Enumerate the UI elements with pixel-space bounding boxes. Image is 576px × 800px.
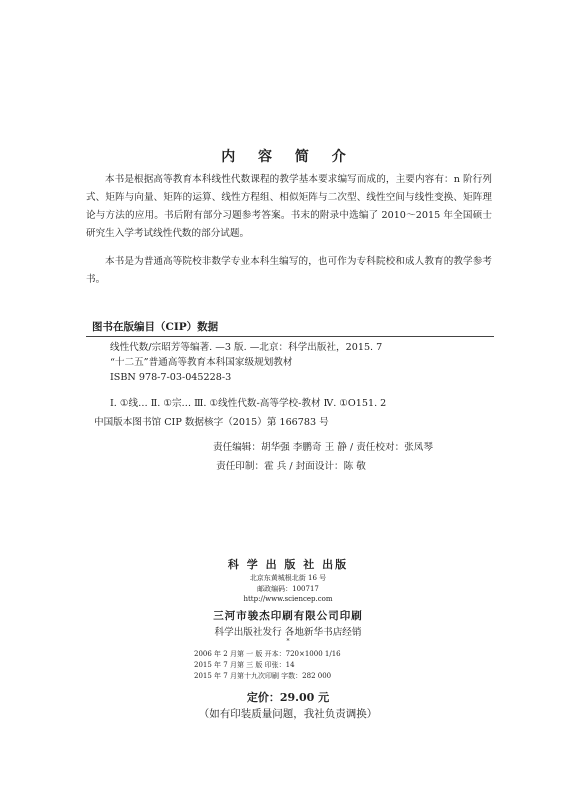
publisher-address: 北京东黄城根北街 16 号 <box>249 574 327 582</box>
publisher-postcode: 邮政编码：100717 <box>257 585 319 593</box>
cip-top-rule <box>86 336 494 337</box>
publisher-name: 科 学 出 版 社 出版 <box>227 558 349 571</box>
page-title: 内 容 简 介 <box>221 149 355 165</box>
cip-line-author: 线性代数/宗昭芳等编著. —3 版. —北京：科学出版社，2015. 7 <box>110 342 383 353</box>
cip-line-series: “十二五”普通高等教育本科国家级规划教材 <box>110 357 293 368</box>
printer-name: 三河市骏杰印刷有限公司印刷 <box>213 610 363 622</box>
edition-row: 2006 年 2 月第 一 版 开本：720×1000 1/16 <box>194 650 341 658</box>
quality-notice: （如有印装质量问题，我社负责调换） <box>198 708 378 720</box>
edition-row: 2015 年 7 月第十九次印刷 字数：282 000 <box>194 672 332 680</box>
intro-paragraph-2: 本书是为普通高等院校非数学专业本科生编写的，也可作为专科院校和成人教育的教学参考书。 <box>86 256 492 285</box>
publisher-website: http://www.sciencep.com <box>243 595 333 603</box>
intro-paragraph-1: 本书是根据高等教育本科线性代数课程的教学基本要求编写而成的，主要内容有：n 阶行列式、矩阵与向量、矩阵的运算、线性方程组、相似矩阵与二次型、线性空间与线性变换、矩阵理论与方法的应用。书后附有部分习题参考答案。书末的附录中选编了 2010～2015 年全国硕士研究生入学考试线性代数的部分试题。 <box>86 174 492 239</box>
edition-info <box>194 649 341 682</box>
distributor: 科学出版社发行 各地新华书店经销 <box>214 627 362 638</box>
cip-classification: Ⅰ. ①线… Ⅱ. ①宗… Ⅲ. ①线性代数-高等学校-教材 Ⅳ. ①O151. 2 <box>110 398 387 409</box>
cip-number: 中国版本图书馆 CIP 数据核字（2015）第 166783 号 <box>94 417 329 428</box>
cip-record <box>110 340 500 385</box>
price: 定价：29.00 元 <box>246 691 330 704</box>
credits-editors: 责任编辑：胡华强 李鹏奇 王 静 / 责任校对：张凤琴 <box>213 442 433 453</box>
cip-heading: 图书在版编目（CIP）数据 <box>92 321 219 333</box>
separator-asterisk: * <box>286 638 290 645</box>
credits-production: 责任印制：霍 兵 / 封面设计：陈 敬 <box>216 461 366 472</box>
edition-row: 2015 年 7 月第 三 版 印张：14 <box>194 661 295 669</box>
cip-line-isbn: ISBN 978-7-03-045228-3 <box>110 372 232 383</box>
